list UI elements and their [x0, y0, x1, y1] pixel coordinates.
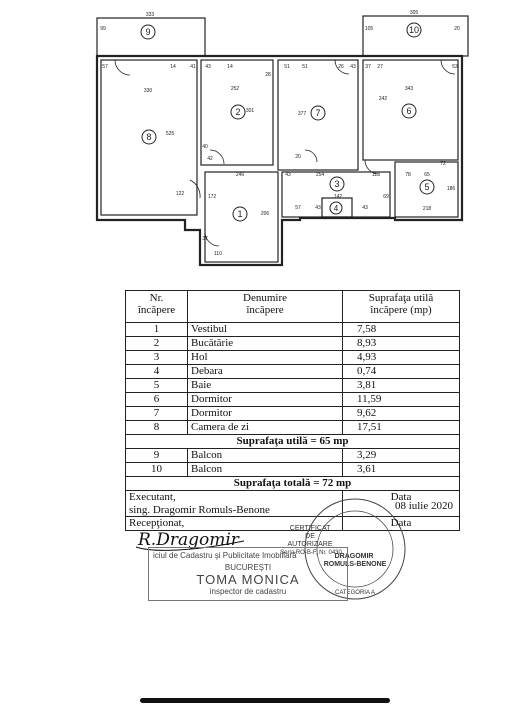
dim-label: 41 [190, 64, 196, 70]
grand-total-row [126, 477, 460, 491]
table-row [126, 393, 460, 407]
dim-label: 42 [207, 156, 213, 162]
dim-label: 218 [422, 206, 432, 212]
table-row [126, 421, 460, 435]
receptionat-date-label: Data [390, 517, 412, 529]
stamp-category: CATEGORIA A [335, 590, 375, 596]
stamp-name-line-2: ROMULS-BENONE [323, 561, 387, 568]
dim-label: 186 [446, 186, 456, 192]
room-label-10: 10 [408, 25, 420, 35]
dim-label: 377 [297, 111, 307, 117]
row-nr: 1 [126, 323, 188, 337]
stamp-line-4: Seria RO-B-F, Nr. 0430 [280, 550, 342, 556]
dim-label: 330 [143, 88, 153, 94]
dim-label: 28 [265, 72, 271, 78]
dim-label: 105 [364, 26, 374, 32]
dim-label: 14 [170, 64, 176, 70]
table-row [126, 463, 460, 477]
row-area: 11,59 [343, 393, 460, 407]
dim-label: 37 [202, 236, 208, 242]
date-cell [323, 491, 460, 596]
row-name: Camera de zi [188, 421, 343, 435]
dim-label: 254 [315, 172, 325, 178]
grand-total: Suprafaţa totală = 72 mp [126, 477, 460, 491]
dim-label: 65 [424, 172, 430, 178]
row-name: Vestibul [188, 323, 343, 337]
dim-label: 246 [235, 172, 245, 178]
stamp-line-2: DE [305, 533, 315, 540]
signer-name: sing. Dragomir Romuls-Benone [129, 504, 270, 516]
floor-plan [0, 0, 529, 280]
cadastre-stamp-line1: iciul de Cadastru şi Publicitate Imobiliară [153, 551, 297, 560]
row-nr: 6 [126, 393, 188, 407]
row-area: 4,93 [343, 351, 460, 365]
executant-row [126, 491, 460, 517]
room-label-1: 1 [237, 209, 243, 219]
row-name: Baie [188, 379, 343, 393]
receptionat-row [126, 517, 460, 531]
dim-label: 72 [440, 161, 446, 167]
dim-label: 99 [100, 26, 106, 32]
dim-label: 252 [230, 86, 240, 92]
dim-label: 43 [285, 172, 291, 178]
dim-label: 51 [284, 64, 290, 70]
header-area: Suprafaţa utilă încăpere (mp) [343, 291, 460, 323]
dim-label: 43 [350, 64, 356, 70]
dim-label: 14 [227, 64, 233, 70]
row-nr: 10 [126, 463, 188, 477]
row-area: 3,81 [343, 379, 460, 393]
dim-label: 53 [452, 64, 458, 70]
dim-label: 20 [295, 154, 301, 160]
dim-label: 301 [245, 108, 255, 114]
cadastre-stamp [148, 547, 348, 601]
useful-total-row [126, 435, 460, 449]
row-area: 3,29 [343, 449, 460, 463]
dim-label: 57 [102, 64, 108, 70]
room-label-2: 2 [235, 107, 241, 117]
row-area: 7,58 [343, 323, 460, 337]
row-name: Dormitor [188, 393, 343, 407]
dim-label: 333 [145, 12, 155, 18]
row-nr: 7 [126, 407, 188, 421]
header-name: Denumire încăpere [188, 291, 343, 323]
dim-label: 57 [295, 205, 301, 211]
receptionat-label: Recepţionat, [129, 517, 185, 529]
row-name: Hol [188, 351, 343, 365]
row-area: 9,62 [343, 407, 460, 421]
dim-label: 78 [405, 172, 411, 178]
dim-label: 172 [207, 194, 217, 200]
dim-label: 206 [260, 211, 270, 217]
row-name: Dormitor [188, 407, 343, 421]
dim-label: 20 [454, 26, 460, 32]
cadastre-stamp-line4: inspector de cadastru [209, 587, 287, 596]
room-label-5: 5 [424, 182, 430, 192]
dim-label: 40 [202, 144, 208, 150]
stamp-line-1: CERTIFICAT [289, 525, 331, 532]
table-row [126, 449, 460, 463]
dim-label: 110 [214, 251, 222, 257]
dim-label: 43 [315, 205, 321, 211]
table-row [126, 323, 460, 337]
table-row [126, 407, 460, 421]
table-row [126, 365, 460, 379]
executant-label: Executant, [129, 491, 176, 503]
dim-label: 43 [362, 205, 368, 211]
table-row [126, 337, 460, 351]
room-label-4: 4 [333, 204, 339, 213]
receptionat-date-cell [343, 517, 460, 531]
cadastre-stamp-line3: TOMA MONICA [196, 572, 300, 587]
row-name: Balcon [188, 463, 343, 477]
dim-label: 27 [377, 64, 383, 70]
header-nr: Nr. încăpere [126, 291, 188, 323]
row-name: Balcon [188, 449, 343, 463]
stamp-name-line-1: DRAGOMIR [334, 553, 374, 560]
dim-label: 113 [372, 172, 380, 178]
row-area: 17,51 [343, 421, 460, 435]
row-nr: 2 [126, 337, 188, 351]
home-indicator[interactable] [140, 698, 390, 703]
dim-label: 305 [409, 10, 419, 16]
dim-label: 69 [383, 194, 389, 200]
table-row [126, 351, 460, 365]
room-label-8: 8 [146, 132, 152, 142]
row-nr: 5 [126, 379, 188, 393]
dim-label: 242 [378, 96, 388, 102]
dim-label: 343 [404, 86, 414, 92]
row-area: 8,93 [343, 337, 460, 351]
dim-label: 142 [333, 194, 343, 200]
row-area: 0,74 [343, 365, 460, 379]
room-label-3: 3 [334, 179, 340, 189]
table-header-row [126, 291, 460, 323]
room-label-6: 6 [406, 106, 412, 116]
stamp-line-3: AUTORIZARE [287, 541, 333, 548]
dim-label: 525 [165, 131, 175, 137]
row-name: Debara [188, 365, 343, 379]
date-value: 08 iulie 2020 [394, 500, 453, 512]
room-label-9: 9 [145, 27, 151, 37]
row-area: 3,61 [343, 463, 460, 477]
dim-label: 51 [302, 64, 308, 70]
row-name: Bucătărie [188, 337, 343, 351]
room-areas-table [125, 290, 460, 596]
row-nr: 8 [126, 421, 188, 435]
date-label: Data [390, 491, 412, 503]
cadastre-stamp-line2: BUCUREŞTI [224, 563, 272, 572]
signature-text: R.Dragomir [138, 530, 239, 550]
table-row [126, 379, 460, 393]
dim-label: 122 [175, 191, 185, 197]
room-label-7: 7 [315, 108, 321, 118]
row-nr: 3 [126, 351, 188, 365]
dim-label: 26 [338, 64, 344, 70]
dim-label: 43 [205, 64, 211, 70]
row-nr: 9 [126, 449, 188, 463]
dim-label: 37 [365, 64, 371, 70]
row-nr: 4 [126, 365, 188, 379]
useful-total: Suprafaţa utilă = 65 mp [126, 435, 460, 449]
